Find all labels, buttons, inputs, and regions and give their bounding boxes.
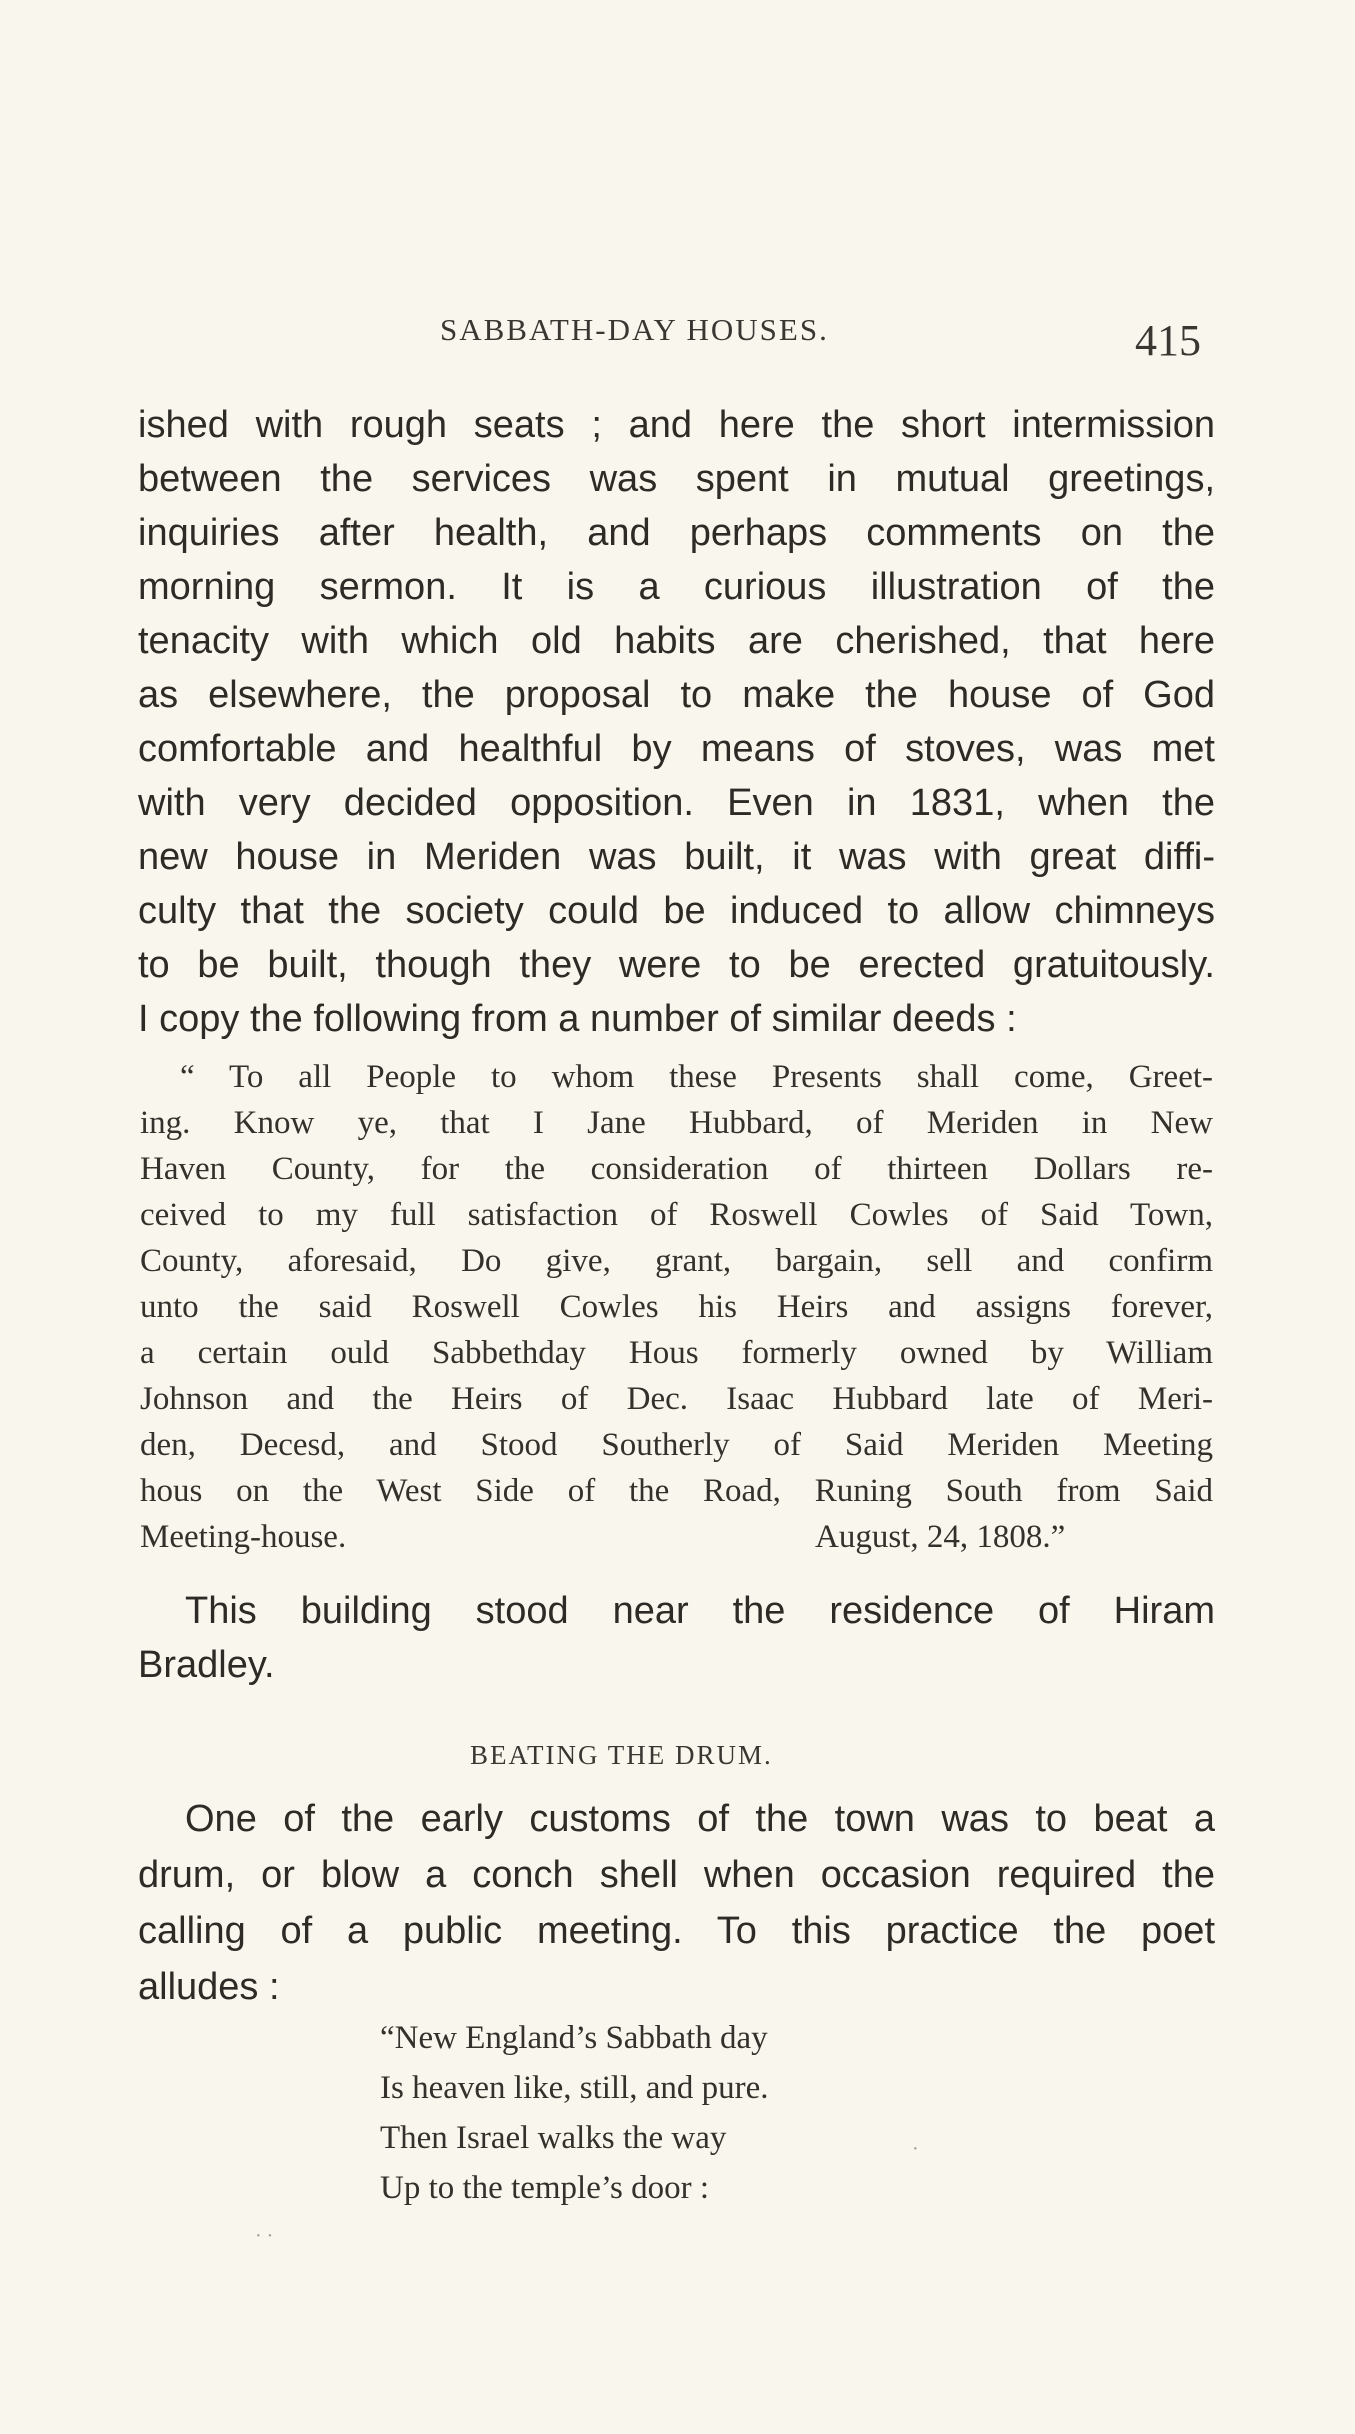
- paragraph-line: to be built, though they were to be erected gratuitously.: [138, 944, 1215, 986]
- quote-line: Meeting-house.: [140, 1519, 347, 1555]
- paragraph-line: This building stood near the residence of Hiram: [185, 1590, 1215, 1632]
- paragraph-line: alludes :: [138, 1966, 280, 2008]
- verse-line: Then Israel walks the way: [380, 2120, 727, 2156]
- quote-line: a certain ould Sabbethday Hous formerly owned by William: [140, 1335, 1213, 1371]
- quote-line: County, aforesaid, Do give, grant, bargain, sell and confirm: [140, 1243, 1213, 1279]
- quote-date: August, 24, 1808.”: [815, 1519, 1066, 1555]
- paragraph-line: calling of a public meeting. To this practice the poet: [138, 1910, 1215, 1952]
- quote-line: ceived to my full satisfaction of Roswell Cowles of Said Town,: [140, 1197, 1213, 1233]
- paragraph-line: new house in Meriden was built, it was with great diffi-: [138, 836, 1215, 878]
- section-heading: BEATING THE DRUM.: [470, 1740, 773, 1770]
- verse-line: Is heaven like, still, and pure.: [380, 2070, 769, 2106]
- paragraph-line: Bradley.: [138, 1644, 275, 1686]
- paragraph-line: ished with rough seats ; and here the short intermission: [138, 404, 1215, 446]
- paragraph-line: as elsewhere, the proposal to make the house of God: [138, 674, 1215, 716]
- paragraph-line: comfortable and healthful by means of stoves, was met: [138, 728, 1215, 770]
- paragraph-line: tenacity with which old habits are cherished, that here: [138, 620, 1215, 662]
- quote-line: unto the said Roswell Cowles his Heirs and assigns forever,: [140, 1289, 1213, 1325]
- paragraph-line: I copy the following from a number of similar deeds :: [138, 998, 1017, 1040]
- paragraph-line: inquiries after health, and perhaps comments on the: [138, 512, 1215, 554]
- paragraph-line: between the services was spent in mutual greetings,: [138, 458, 1215, 500]
- paragraph-line: One of the early customs of the town was to beat a: [185, 1798, 1215, 1840]
- running-head: SABBATH-DAY HOUSES.: [440, 312, 829, 347]
- verse-line: Up to the temple’s door :: [380, 2170, 710, 2206]
- quote-line: Johnson and the Heirs of Dec. Isaac Hubbard late of Meri-: [140, 1381, 1213, 1417]
- quote-line: ing. Know ye, that I Jane Hubbard, of Meriden in New: [140, 1105, 1213, 1141]
- print-speck: · ·: [255, 2225, 274, 2247]
- quote-line: Haven County, for the consideration of thirteen Dollars re-: [140, 1151, 1213, 1187]
- paragraph-line: morning sermon. It is a curious illustration of the: [138, 566, 1215, 608]
- verse-line: “New England’s Sabbath day: [380, 2020, 768, 2056]
- quote-line: “ To all People to whom these Presents shall come, Greet-: [180, 1059, 1213, 1095]
- quote-line: hous on the West Side of the Road, Runing South from Said: [140, 1473, 1213, 1509]
- paragraph-line: culty that the society could be induced to allow chimneys: [138, 890, 1215, 932]
- paragraph-line: drum, or blow a conch shell when occasion required the: [138, 1854, 1215, 1896]
- quote-line: den, Decesd, and Stood Southerly of Said Meriden Meeting: [140, 1427, 1213, 1463]
- paragraph-line: with very decided opposition. Even in 1831, when the: [138, 782, 1215, 824]
- print-speck: ·: [912, 2138, 919, 2160]
- page-number: 415: [1135, 316, 1201, 365]
